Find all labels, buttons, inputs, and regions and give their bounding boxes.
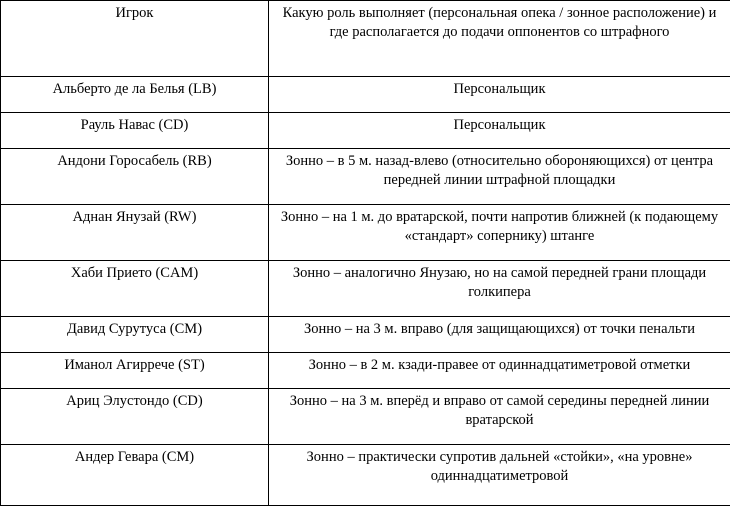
- role-cell: Зонно – в 2 м. кзади-правее от одиннадцатиметровой отметки: [269, 353, 730, 389]
- role-cell: Персональщик: [269, 113, 730, 149]
- table-row: [1, 149, 730, 205]
- player-cell: Ариц Элустондо (CD): [1, 389, 269, 445]
- player-cell: Хаби Прието (CAM): [1, 261, 269, 317]
- player-cell: Рауль Навас (CD): [1, 113, 269, 149]
- table-row: [1, 353, 730, 389]
- player-cell: Аднан Янузай (RW): [1, 205, 269, 261]
- header-role: Какую роль выполняет (персональная опека / зонное расположение) и где располагается до подачи оппонентов со штрафного: [269, 1, 730, 77]
- table-row: [1, 77, 730, 113]
- player-cell: Давид Сурутуса (CM): [1, 317, 269, 353]
- role-cell: Зонно – аналогично Янузаю, но на самой передней грани площади голкипера: [269, 261, 730, 317]
- player-cell: Андер Гевара (CM): [1, 445, 269, 506]
- table-row: [1, 389, 730, 445]
- role-cell: Зонно – на 1 м. до вратарской, почти напротив ближней (к подающему «стандарт» сопернику) штанге: [269, 205, 730, 261]
- role-cell: Зонно – на 3 м. вперёд и вправо от самой середины передней линии вратарской: [269, 389, 730, 445]
- role-cell: Персональщик: [269, 77, 730, 113]
- role-cell: Зонно – в 5 м. назад-влево (относительно обороняющихся) от центра передней линии штрафной площадки: [269, 149, 730, 205]
- table-row: [1, 261, 730, 317]
- table-row: [1, 445, 730, 506]
- player-cell: Иманол Агирречe (ST): [1, 353, 269, 389]
- role-cell: Зонно – практически супротив дальней «стойки», «на уровне» одиннадцатиметровой: [269, 445, 730, 506]
- table-row: [1, 317, 730, 353]
- player-cell: Альберто де ла Белья (LB): [1, 77, 269, 113]
- table-row: [1, 113, 730, 149]
- role-cell: Зонно – на 3 м. вправо (для защищающихся) от точки пенальти: [269, 317, 730, 353]
- header-player: Игрок: [1, 1, 269, 77]
- player-cell: Андони Горосабель (RB): [1, 149, 269, 205]
- table-row: [1, 205, 730, 261]
- table-header-row: [1, 1, 730, 77]
